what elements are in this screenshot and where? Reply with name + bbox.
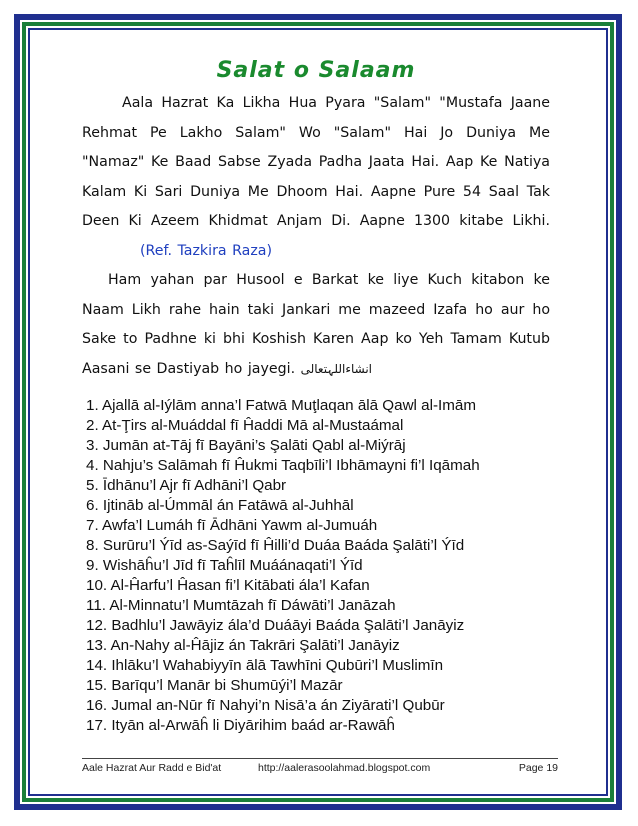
book-list-item: 7. Awfa’l Lumáh fī Ādhāni Yawm al-Jumuáh: [86, 517, 378, 534]
books-list: [86, 396, 550, 736]
book-list-item: 2. At-Ţirs al-Muáddal fī Ĥaddi Mā al-Mustaámal: [86, 417, 404, 434]
intro-paragraph: [82, 89, 550, 266]
page-content: [82, 58, 550, 736]
page-footer: [82, 758, 558, 774]
arabic-phrase: انشاءاللہتعالی: [300, 361, 373, 376]
book-list-item: 1. Ajallā al-Iýlām anna’l Fatwā Muţlaqan ālā Qawl al-Imām: [86, 397, 476, 414]
footer-book-title: Aale Hazrat Aur Radd e Bid'at: [82, 762, 222, 774]
book-list-item: 12. Badhlu’l Jawāyiz ála’d Duáāyi Baáda Şalāti’l Janāyiz: [86, 617, 465, 634]
book-list-item: 16. Jumal an-Nūr fī Nahyi’n Nisā’a án Ziyārati’l Qubūr: [86, 697, 445, 714]
reference-note: (Ref. Tazkira Raza): [140, 242, 273, 259]
book-list-item: 14. Ihlāku’l Wahabiyyīn ālā Tawhīni Qubūri’l Muslimīn: [86, 657, 444, 674]
footer-url: http://aalerasoolahmad.blogspot.com: [258, 762, 431, 774]
book-list-item: 11. Al-Minnatu’l Mumtāzah fī Dáwāti’l Janāzah: [86, 597, 396, 614]
books-intro-text: Ham yahan par Husool e Barkat ke liye Kuch kitabon ke Naam Likh rahe hain taki Jankari me mazeed Izafa ho aur ho Sake to Padhne ki bhi Koshish Karen Aap ko Yeh Tamam Kutub Aasani se Dastiyab ho jayegi.: [82, 272, 550, 377]
book-list-item: 13. An-Nahy al-Ĥājiz án Takrāri Şalāti’l Janāyiz: [86, 637, 400, 654]
book-list-item: 5. Īdhānu’l Ajr fī Adhāni’l Qabr: [86, 477, 287, 494]
book-list-item: 17. Ityān al-Arwāĥ li Diyārihim baád ar-Rawāĥ: [86, 717, 395, 734]
intro-text: Aala Hazrat Ka Likha Hua Pyara "Salam" "Mustafa Jaane Rehmat Pe Lakho Salam" Wo "Salam" Hai Jo Duniya Me "Namaz" Ke Baad Sabse Zyada Padha Jaata Hai. Aap Ke Natiya Kalam Ki Sari Duniya Me Dhoom Hai. Aapne Pure 54 Saal Tak Deen Ki Azeem Khidmat Anjam Di. Aapne 1300 kitabe Likhi.: [82, 95, 550, 229]
book-list-item: 9. Wishāĥu’l Jīd fī Taĥlīl Muáánaqati’l Ýīd: [86, 557, 363, 574]
books-intro-paragraph: [82, 266, 550, 384]
footer-page-number: Page 19: [518, 762, 558, 774]
book-list-item: 6. Ijtināb al-Úmmāl án Fatāwā al-Juhhāl: [86, 497, 354, 514]
page-title: Salat o Salaam: [216, 58, 416, 83]
book-list-item: 8. Surūru’l Ýīd as-Saýīd fī Ĥilli’d Duáa Baáda Şalāti’l Ýīd: [86, 537, 465, 554]
book-list-item: 15. Barīqu’l Manār bi Shumūýi’l Mazār: [86, 677, 343, 694]
book-list-item: 4. Nahju’s Salāmah fī Ĥukmi Taqbīli’l Ibhāmayni fi’l Iqāmah: [86, 457, 480, 474]
book-list-item: 10. Al-Ĥarfu’l Ĥasan fi’l Kitābati ála’l Kafan: [86, 577, 370, 594]
book-list-item: 3. Jumān at-Tāj fī Bayāni’s Şalāti Qabl al-Miýrāj: [86, 437, 406, 454]
